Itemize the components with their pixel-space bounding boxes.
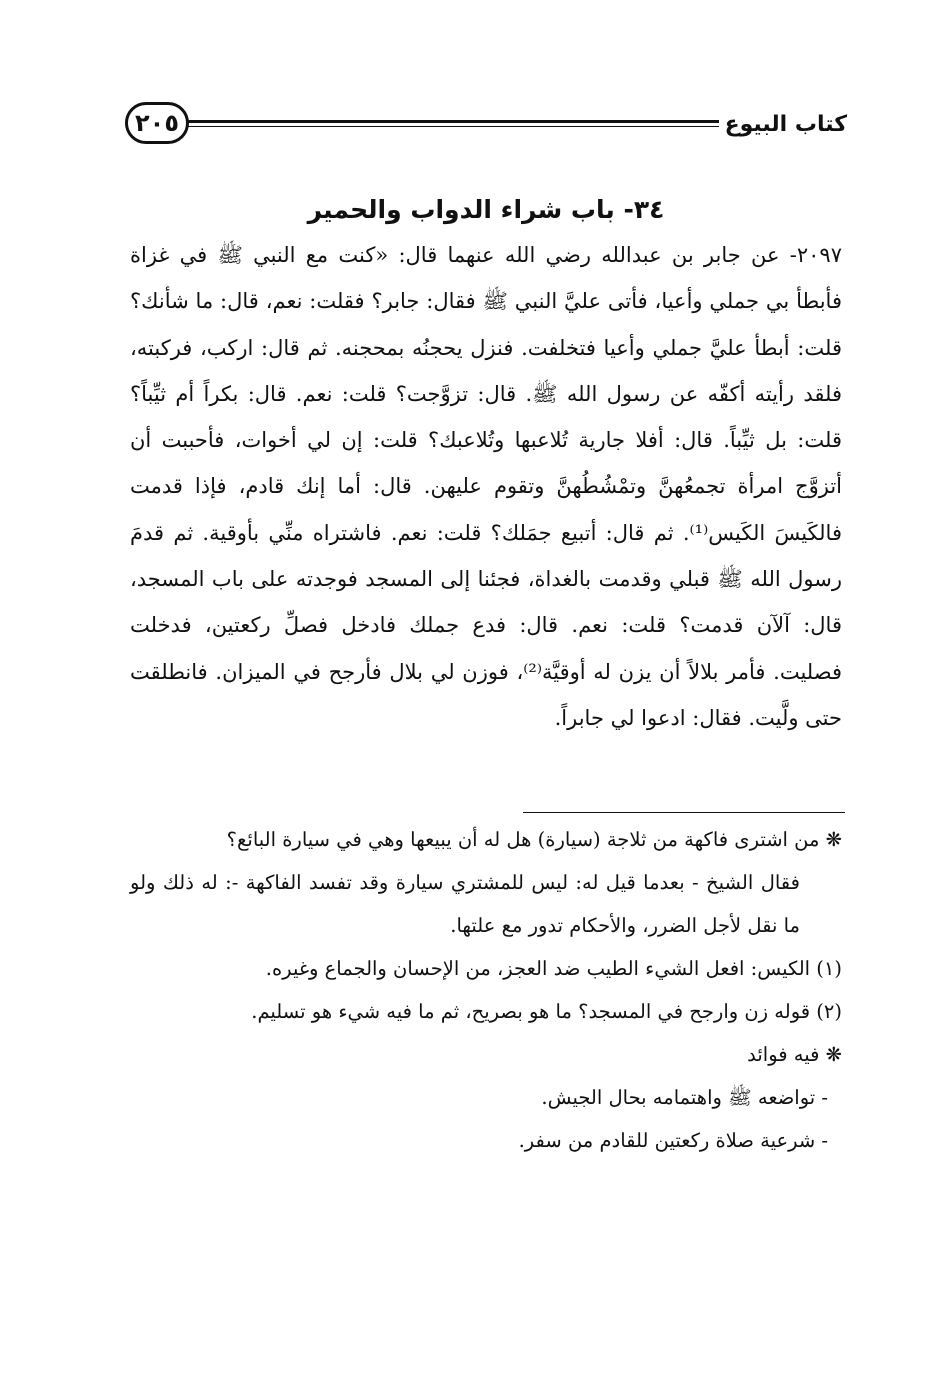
benefit-1: - تواضعه ﷺ واهتمامه بحال الجيش. (541, 1086, 828, 1109)
page-header (125, 100, 847, 154)
question-note: ❋ من اشترى فاكهة من ثلاجة (سيارة) هل له أن يبيعها وهي في سيارة البائع؟ (226, 828, 842, 851)
footnote-2: (٢) قوله زن وارجح في المسجد؟ ما هو بصريح، ثم ما فيه شيء هو تسليم. (251, 1000, 842, 1023)
notes-section (130, 818, 842, 1162)
benefits-heading: ❋ فيه فوائد (747, 1043, 842, 1066)
hadith-text: ٢٠٩٧- عن جابر بن عبدالله رضي الله عنهما قال: «كنت مع النبي ﷺ في غزاة فأبطأ بي جملي وأعيا، فأتى عليَّ النبي ﷺ فقال: جابر؟ فقلت: نعم، قال: ما شأنك؟ قلت: أبطأ عليَّ جملي وأعيا فتخلفت. فنزل يحجنُه بمحجنه. ثم قال: اركب، فركبته، فلقد رأيته أكفّه عن رسول الله ﷺ. قال: تزوَّجت؟ قلت: نعم. قال: بكراً أم ثيِّباً؟ قلت: بل ثيِّباً. قال: أفلا جارية تُلاعبها وتُلاعبك؟ قلت: إن لي أخوات، فأحببت أن أتزوَّج امرأة تجمعُهنَّ وتمْشُطُهنَّ وتقوم عليهن. قال: أما إنك قادم، فإذا قدمت فالكَيسَ الكَيس⁽¹⁾. ثم قال: أتبيع جمَلك؟ قلت: نعم. فاشتراه منِّي بأوقية. ثم قدمَ رسول الله ﷺ قبلي وقدمت بالغداة، فجئنا إلى المسجد فوجدته على باب المسجد، قال: آلآن قدمت؟ قلت: نعم. قال: فدع جملك فادخل فصلِّ ركعتين، فدخلت فصليت. فأمر بلالاً أن يزن له أوقيَّة⁽²⁾، فوزن لي بلال فأرجح في الميزان. فانطلقت حتى ولَّيت. فقال: ادعوا لي جابراً. (130, 243, 842, 730)
footnote-1: (١) الكيس: افعل الشيء الطيب ضد العجز، من الإحسان والجماع وغيره. (265, 957, 842, 980)
footnote-separator (523, 812, 845, 813)
benefit-2: - شرعية صلاة ركعتين للقادم من سفر. (518, 1129, 828, 1152)
answer-note: فقال الشيخ - بعدما قيل له: ليس للمشتري سيارة وقد تفسد الفاكهة -: له ذلك ولو ما نقل لأجل الضرر، والأحكام تدور مع علتها. (130, 871, 800, 937)
header-rule (187, 120, 719, 127)
book-title: كتاب البيوع (724, 112, 847, 137)
chapter-heading: ٣٤- باب شراء الدواب والحمير (307, 195, 665, 224)
page-number-badge: ٢٠٥ (125, 102, 189, 144)
hadith-body (130, 232, 842, 741)
